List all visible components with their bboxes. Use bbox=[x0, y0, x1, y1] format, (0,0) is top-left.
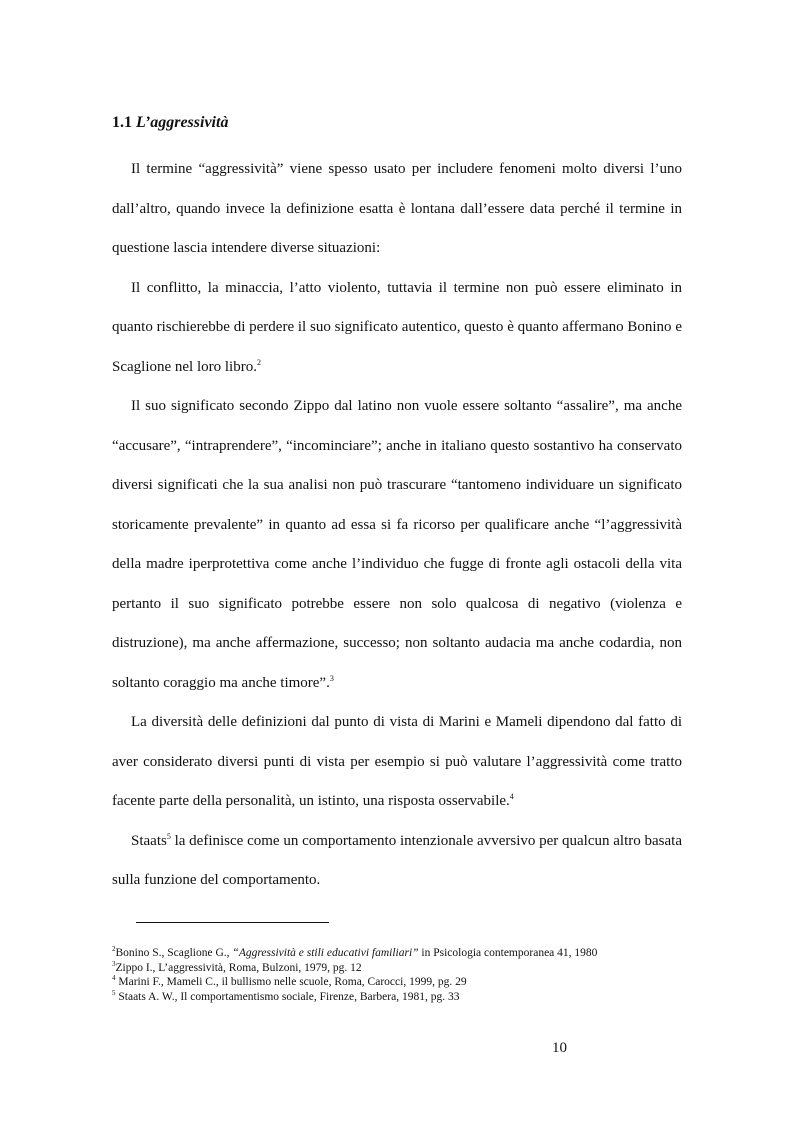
section-title: L’aggressività bbox=[136, 114, 229, 131]
footnote bbox=[112, 990, 752, 1005]
footnote-ref: 2 bbox=[256, 357, 261, 367]
footnote-text: in Psicologia contemporanea 41, 1980 bbox=[418, 947, 598, 959]
footnote-number: 2 bbox=[112, 945, 116, 954]
footnote-text: Bonino S., Scaglione G., bbox=[115, 947, 233, 959]
footnote-text: Marini F., Mameli C., il bullismo nelle scuole, Roma, Carocci, 1999, pg. 29 bbox=[115, 976, 467, 988]
footnote bbox=[112, 946, 752, 961]
paragraph bbox=[112, 822, 682, 901]
footnotes bbox=[112, 946, 752, 1004]
footnote-number: 3 bbox=[112, 959, 116, 968]
footnote-ref: 3 bbox=[329, 673, 334, 683]
footnote-number: 4 bbox=[112, 974, 116, 983]
paragraph-text: La diversità delle definizioni dal punto di vista di Marini e Mameli dipendono dal fatto di aver considerato diversi punti di vista per esempio si può valutare l’aggressività come tratto facente parte della personalità, un istinto, una risposta osservabile. bbox=[112, 714, 682, 809]
paragraph-text: Il termine “aggressività” viene spesso usato per includere fenomeni molto diversi l’uno dall’altro, quando invece la definizione esatta è lontana dall’essere data perché il termine in questione lascia intendere diverse situazioni: bbox=[112, 161, 682, 256]
paragraph bbox=[112, 387, 682, 703]
footnote-text: Staats A. W., Il comportamentismo sociale, Firenze, Barbera, 1981, pg. 33 bbox=[115, 990, 460, 1003]
footnote-title: “Aggressività e stili educativi familiari” bbox=[232, 947, 419, 959]
paragraph bbox=[112, 703, 682, 822]
staats-name: Staats bbox=[131, 832, 167, 849]
paragraph bbox=[112, 150, 682, 269]
paragraph-text: la definisce come un comportamento intenzionale avversivo per qualcun altro basata sulla funzione del comportamento. bbox=[112, 832, 682, 888]
footnote-number: 5 bbox=[112, 988, 116, 997]
footnote-ref: 4 bbox=[509, 792, 514, 801]
paragraph-text: Il conflitto, la minaccia, l’atto violento, tuttavia il termine non può essere eliminato in quanto rischierebbe di perdere il suo significato autentico, questo è quanto affermano Bonino e Scaglione nel loro libro. bbox=[112, 279, 682, 375]
section-number: 1.1 bbox=[112, 114, 132, 131]
page-number: 10 bbox=[552, 1040, 567, 1056]
section-heading bbox=[112, 114, 228, 132]
footnote-ref: 5 bbox=[166, 831, 171, 841]
footnote-separator bbox=[136, 922, 329, 923]
footnote bbox=[112, 961, 752, 976]
paragraph bbox=[112, 269, 682, 388]
footnote bbox=[112, 975, 752, 990]
paragraph-text: Il suo significato secondo Zippo dal latino non vuole essere soltanto “assalire”, ma anche “accusare”, “intraprendere”, “incominciare”; anche in italiano questo sostantivo ha conservato diversi significati che la sua analisi non può trascurare “tantomeno individuare un significato storicamente prevalente” in quanto ad essa si fa ricorso per qualificare anche “l’aggressività della madre iperprotettiva come anche l’individuo che fugge di fronte agli ostacoli della vita pertanto il suo significato potrebbe essere non solo qualcosa di negativo (violenza e distruzione), ma anche affermazione, successo; non soltanto audacia ma anche codardia, non soltanto coraggio ma anche timore”. bbox=[112, 398, 682, 691]
body-text bbox=[112, 150, 682, 901]
footnote-text: Zippo I., L’aggressività, Roma, Bulzoni, 1979, pg. 12 bbox=[115, 961, 362, 974]
